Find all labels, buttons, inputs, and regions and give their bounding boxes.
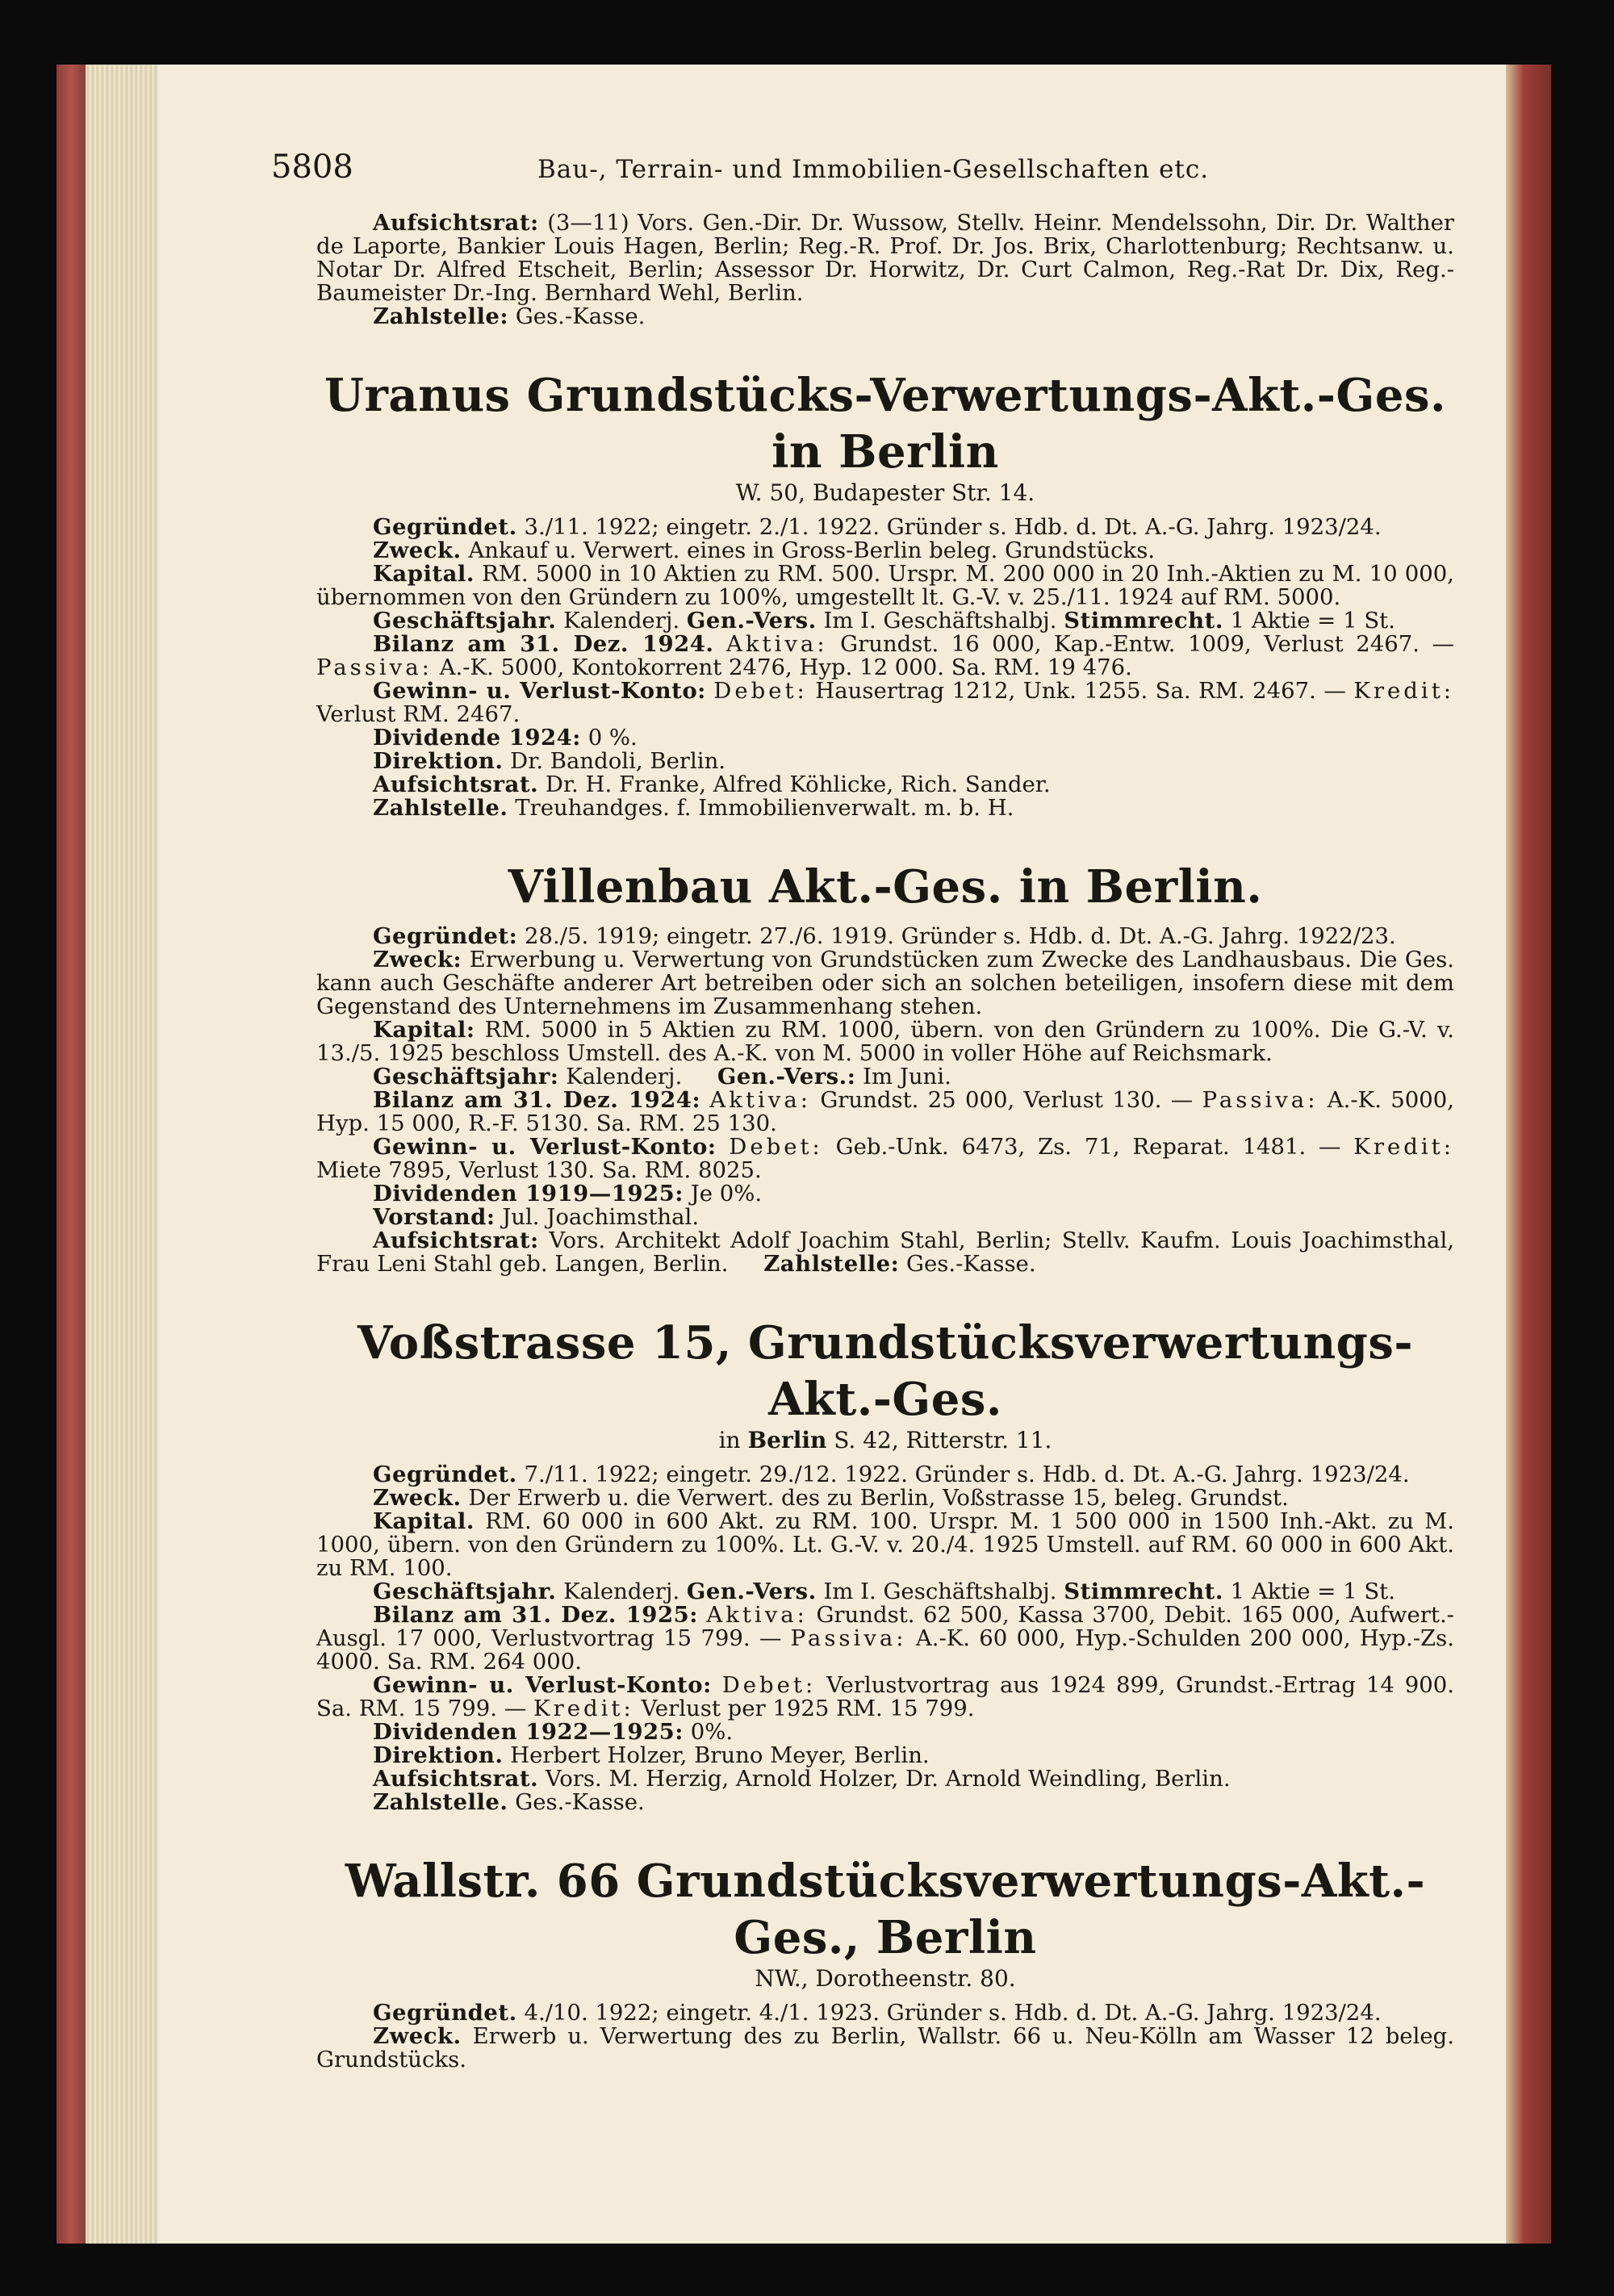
book-binding-left [56, 65, 86, 2244]
dividende-line: Dividende 1924: 0 %. [373, 725, 638, 751]
vorstand-line: Vorstand: Jul. Joachimsthal. [373, 1204, 700, 1230]
zahlstelle-line: Zahlstelle. Treuhandges. f. Immobilienverwalt. m. b. H. [373, 795, 1014, 821]
zahlstelle-line: Zahlstelle. Ges.-Kasse. [373, 1789, 645, 1815]
entry-title: Wallstr. 66 Grundstücksverwertungs-Akt.-Ges., Berlin [345, 1855, 1426, 1964]
book-binding-right [1506, 65, 1551, 2244]
kapital-line: Kapital. RM. 60 000 in 600 Akt. zu RM. 100. Urspr. M. 1 500 000 in 1500 Inh.-Akt. zu M. 1000, übern. von den Gründern zu 100%. Lt. G.-V. v. 20./4. 1925 Umstell. auf RM. 60 000 in 600 Akt. zu RM. 100. [316, 1508, 1454, 1581]
entry-uranus [316, 367, 1454, 820]
bilanz-line: Bilanz am 31. Dez. 1924: Aktiva: Grundst. 25 000, Verlust 130. — Passiva: A.-K. 5000, Hyp. 15 000, R.-F. 5130. Sa. RM. 25 130. [316, 1087, 1454, 1136]
kapital-line: Kapital. RM. 5000 in 10 Aktien zu RM. 500. Urspr. M. 200 000 in 20 Inh.-Aktien zu M. 10 000, übernommen von den Gründern zu 100%, umgestellt lt. G.-V. v. 25./11. 1924 auf RM. 5000. [316, 561, 1454, 610]
gegruendet-line: Gegründet. 4./10. 1922; eingetr. 4./1. 1923. Gründer s. Hdb. d. Dt. A.-G. Jahrg. 1923/24. [373, 2000, 1382, 2026]
zweck-line: Zweck. Ankauf u. Verwert. eines in Gross-Berlin beleg. Grundstücks. [373, 537, 1156, 563]
direktion-line: Direktion. Dr. Bandoli, Berlin. [373, 748, 726, 774]
entry-title: Villenbau Akt.-Ges. in Berlin. [508, 860, 1263, 914]
guv-line: Gewinn- u. Verlust-Konto: Debet: Hausertrag 1212, Unk. 1255. Sa. RM. 2467. — Kredit: Verlust RM. 2467. [316, 678, 1455, 727]
geschaeftsjahr-line: Geschäftsjahr. Kalenderj. Gen.-Vers. Im I. Geschäftshalbj. Stimmrecht. 1 Aktie = 1 St. [373, 608, 1395, 634]
entry-wallstr [316, 1853, 1454, 2072]
gegruendet-line: Gegründet. 3./11. 1922; eingetr. 2./1. 1922. Gründer s. Hdb. d. Dt. A.-G. Jahrg. 1923/24. [373, 514, 1382, 540]
aufsichtsrat-line: Aufsichtsrat. Dr. H. Franke, Alfred Köhlicke, Rich. Sander. [373, 772, 1051, 797]
direktion-line: Direktion. Herbert Holzer, Bruno Meyer, Berlin. [373, 1742, 930, 1768]
geschaeftsjahr-line: Geschäftsjahr. Kalenderj. Gen.-Vers. Im I. Geschäftshalbj. Stimmrecht. 1 Aktie = 1 St. [373, 1579, 1395, 1604]
intro-section [316, 211, 1454, 328]
entry-address: W. 50, Budapester Str. 14. [735, 479, 1035, 506]
bilanz-line: Bilanz am 31. Dez. 1925: Aktiva: Grundst. 62 500, Kassa 3700, Debit. 165 000, Aufwert.-Ausgl. 17 000, Verlustvortrag 15 799. — Passiva: A.-K. 60 000, Hyp.-Schulden 200 000, Hyp.-Zs. 4000. Sa. RM. 264 000. [316, 1602, 1455, 1675]
dividende-line: Dividenden 1919—1925: Je 0%. [373, 1181, 763, 1207]
bilanz-line: Bilanz am 31. Dez. 1924. Aktiva: Grundst. 16 000, Kap.-Entw. 1009, Verlust 2467. — Passiva: A.-K. 5000, Kontokorrent 2476, Hyp. 12 000. Sa. RM. 19 476. [316, 631, 1454, 680]
geschaeftsjahr-line: Geschäftsjahr: Kalenderj. Gen.-Vers.: Im Juni. [373, 1064, 951, 1089]
aufsichtsrat-line: Aufsichtsrat: Vors. Architekt Adolf Joachim Stahl, Berlin; Stellv. Kaufm. Louis Joachimsthal, Frau Leni Stahl geb. Langen, Berlin. Zahlstelle: Ges.-Kasse. [316, 1227, 1454, 1277]
intro-aufsichtsrat: Aufsichtsrat: (3—11) Vors. Gen.-Dir. Dr. Wussow, Stellv. Heinr. Mendelssohn, Dir. Dr. Walther de Laporte, Bankier Louis Hagen, Berlin; Reg.-R. Prof. Dr. Jos. Brix, Charlottenburg; Rechtsanw. u. Notar Dr. Alfred Etscheit, Berlin; Assessor Dr. Horwitz, Dr. Curt Calmon, Reg.-Rat Dr. Dix, Reg.-Baumeister Dr.-Ing. Bernhard Wehl, Berlin. [316, 210, 1454, 306]
guv-line: Gewinn- u. Verlust-Konto: Debet: Verlustvortrag aus 1924 899, Grundst.-Ertrag 14 900. Sa. RM. 15 799. — Kredit: Verlust per 1925 RM. 15 799. [316, 1672, 1455, 1721]
page-content [316, 211, 1454, 2072]
running-title: Bau-, Terrain- und Immobilien-Gesellschaften etc. [537, 155, 1210, 184]
page-number: 5808 [271, 148, 353, 186]
entry-address: NW., Dorotheenstr. 80. [755, 1965, 1016, 1992]
entry-title: Uranus Grundstücks-Verwertungs-Akt.-Ges. in Berlin [324, 369, 1447, 479]
entry-address: in Berlin S. 42, Ritterstr. 11. [718, 1427, 1052, 1453]
guv-line: Gewinn- u. Verlust-Konto: Debet: Geb.-Unk. 6473, Zs. 71, Reparat. 1481. — Kredit: Miete 7895, Verlust 130. Sa. RM. 8025. [316, 1134, 1454, 1183]
entry-villenbau [316, 859, 1454, 1276]
page-edges-left [86, 65, 158, 2244]
kapital-line: Kapital: RM. 5000 in 5 Aktien zu RM. 1000, übern. von den Gründern zu 100%. Die G.-V. v. 13./5. 1925 beschloss Umstell. des A.-K. von M. 5000 in voller Höhe auf Reichsmark. [316, 1017, 1454, 1066]
entry-vossstrasse [316, 1315, 1454, 1814]
zweck-line: Zweck. Erwerb u. Verwertung des zu Berlin, Wallstr. 66 u. Neu-Kölln am Wasser 12 beleg. Grundstücks. [316, 2023, 1454, 2072]
book-page [158, 65, 1506, 2244]
gegruendet-line: Gegründet. 7./11. 1922; eingetr. 29./12. 1922. Gründer s. Hdb. d. Dt. A.-G. Jahrg. 1923/24. [373, 1462, 1410, 1487]
dividende-line: Dividenden 1922—1925: 0%. [373, 1719, 734, 1745]
gegruendet-line: Gegründet: 28./5. 1919; eingetr. 27./6. 1919. Gründer s. Hdb. d. Dt. A.-G. Jahrg. 1922/23. [373, 923, 1396, 949]
entry-title: Voßstrasse 15, Grundstücksverwertungs-Akt.-Ges. [357, 1316, 1414, 1426]
page-header [158, 148, 1506, 197]
aufsichtsrat-line: Aufsichtsrat. Vors. M. Herzig, Arnold Holzer, Dr. Arnold Weindling, Berlin. [373, 1766, 1231, 1792]
intro-zahlstelle: Zahlstelle: Ges.-Kasse. [373, 303, 646, 329]
zweck-line: Zweck. Der Erwerb u. die Verwert. des zu Berlin, Voßstrasse 15, beleg. Grundst. [373, 1485, 1289, 1511]
zweck-line: Zweck: Erwerbung u. Verwertung von Grundstücken zum Zwecke des Landhausbaus. Die Ges. kann auch Geschäfte anderer Art betreiben oder sich an solchen beteiligen, insofern diese mit dem Gegenstand des Unternehmens im Zusammenhang stehen. [316, 947, 1455, 1019]
